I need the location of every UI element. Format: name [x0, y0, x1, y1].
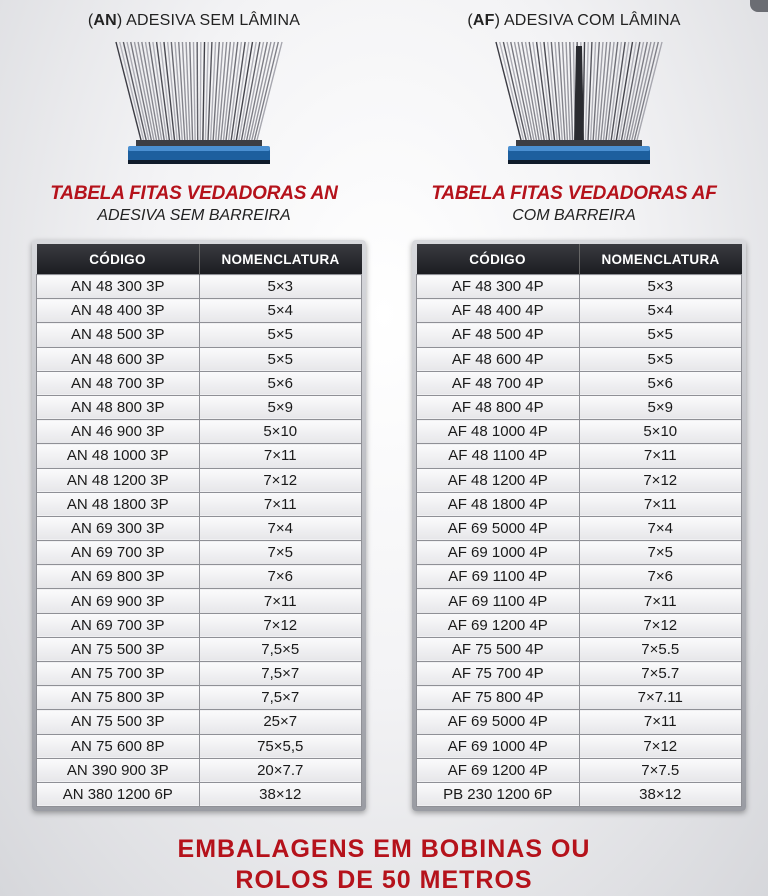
codigo-cell: AF 48 1000 4P: [417, 420, 580, 444]
table-row: [37, 782, 362, 806]
brush-without-blade-image: [114, 40, 284, 170]
table-row: [37, 589, 362, 613]
nomenclatura-cell: 5×10: [579, 420, 742, 444]
codigo-cell: AN 48 600 3P: [37, 347, 200, 371]
af-table: [412, 240, 746, 811]
codigo-cell: AN 48 1200 3P: [37, 468, 200, 492]
nomenclatura-cell: 5×6: [579, 371, 742, 395]
nomenclatura-cell: 7,5×7: [199, 686, 362, 710]
col-header-nomenclatura: NOMENCLATURA: [199, 244, 362, 275]
table-row: [37, 492, 362, 516]
nomenclatura-cell: 7×11: [199, 444, 362, 468]
nomenclatura-cell: 5×3: [579, 275, 742, 299]
table-row: [417, 565, 742, 589]
codigo-cell: AF 48 500 4P: [417, 323, 580, 347]
nomenclatura-cell: 5×5: [199, 323, 362, 347]
an-table-title: TABELA FITAS VEDADORAS AN: [50, 183, 338, 204]
nomenclatura-cell: 5×6: [199, 371, 362, 395]
an-table-subtitle: ADESIVA SEM BARREIRA: [97, 207, 291, 224]
nomenclatura-cell: 5×3: [199, 275, 362, 299]
col-header-codigo: CÓDIGO: [417, 244, 580, 275]
nomenclatura-cell: 7×5: [199, 541, 362, 565]
nomenclatura-cell: 7×11: [579, 444, 742, 468]
nomenclatura-cell: 5×10: [199, 420, 362, 444]
nomenclatura-cell: 7×4: [579, 516, 742, 540]
table-row: [417, 299, 742, 323]
table-row: [37, 468, 362, 492]
nomenclatura-cell: 7×12: [199, 613, 362, 637]
codigo-cell: AF 69 1200 4P: [417, 758, 580, 782]
nomenclatura-cell: 38×12: [579, 782, 742, 806]
codigo-cell: AN 48 500 3P: [37, 323, 200, 347]
table-row: [417, 395, 742, 419]
packaging-note-line2: ROLOS DE 50 METROS: [235, 866, 533, 894]
nomenclatura-cell: 7×12: [579, 468, 742, 492]
table-row: [37, 565, 362, 589]
an-product-code: AN: [93, 12, 117, 29]
codigo-cell: AF 48 600 4P: [417, 347, 580, 371]
nomenclatura-cell: 5×5: [199, 347, 362, 371]
table-row: [37, 395, 362, 419]
nomenclatura-cell: 5×9: [579, 395, 742, 419]
table-row: [37, 516, 362, 540]
nomenclatura-cell: 7×4: [199, 516, 362, 540]
codigo-cell: PB 230 1200 6P: [417, 782, 580, 806]
codigo-cell: AN 48 300 3P: [37, 275, 200, 299]
nomenclatura-cell: 5×5: [579, 347, 742, 371]
codigo-cell: AN 46 900 3P: [37, 420, 200, 444]
nomenclatura-cell: 7,5×5: [199, 637, 362, 661]
table-row: [417, 662, 742, 686]
nomenclatura-cell: 75×5,5: [199, 734, 362, 758]
af-table-subtitle: COM BARREIRA: [512, 207, 636, 224]
codigo-cell: AN 48 1800 3P: [37, 492, 200, 516]
nomenclatura-cell: 7×12: [579, 613, 742, 637]
table-row: [417, 758, 742, 782]
table-row: [417, 637, 742, 661]
col-header-codigo: CÓDIGO: [37, 244, 200, 275]
table-row: [37, 758, 362, 782]
table-row: [37, 299, 362, 323]
table-row: [417, 516, 742, 540]
codigo-cell: AF 75 800 4P: [417, 686, 580, 710]
table-row: [417, 420, 742, 444]
nomenclatura-cell: 7×11: [199, 589, 362, 613]
codigo-cell: AF 69 1000 4P: [417, 541, 580, 565]
an-product-name: ADESIVA SEM LÂMINA: [126, 12, 301, 29]
af-product-name: ADESIVA COM LÂMINA: [503, 12, 681, 29]
an-product-title: (AN) ADESIVA SEM LÂMINA: [87, 12, 301, 29]
table-row: [417, 323, 742, 347]
nomenclatura-cell: 7×11: [199, 492, 362, 516]
nomenclatura-cell: 20×7.7: [199, 758, 362, 782]
table-row: [37, 710, 362, 734]
table-row: [417, 371, 742, 395]
nomenclatura-cell: 7×7.5: [579, 758, 742, 782]
codigo-cell: AN 75 600 8P: [37, 734, 200, 758]
table-row: [37, 541, 362, 565]
table-row: [37, 347, 362, 371]
codigo-cell: AN 75 700 3P: [37, 662, 200, 686]
nomenclatura-cell: 7×11: [579, 492, 742, 516]
nomenclatura-cell: 25×7: [199, 710, 362, 734]
nomenclatura-cell: 5×4: [199, 299, 362, 323]
codigo-cell: AN 48 1000 3P: [37, 444, 200, 468]
nomenclatura-cell: 5×5: [579, 323, 742, 347]
codigo-cell: AN 48 700 3P: [37, 371, 200, 395]
nomenclatura-cell: 7×7.11: [579, 686, 742, 710]
codigo-cell: AF 48 300 4P: [417, 275, 580, 299]
nomenclatura-cell: 7×6: [579, 565, 742, 589]
nomenclatura-cell: 5×9: [199, 395, 362, 419]
nomenclatura-cell: 7,5×7: [199, 662, 362, 686]
codigo-cell: AF 75 500 4P: [417, 637, 580, 661]
nomenclatura-cell: 5×4: [579, 299, 742, 323]
table-row: [417, 468, 742, 492]
table-row: [417, 734, 742, 758]
table-row: [37, 275, 362, 299]
codigo-cell: AN 69 700 3P: [37, 541, 200, 565]
codigo-cell: AN 48 400 3P: [37, 299, 200, 323]
codigo-cell: AN 69 700 3P: [37, 613, 200, 637]
table-row: [37, 734, 362, 758]
nomenclatura-cell: 7×11: [579, 710, 742, 734]
table-row: [417, 275, 742, 299]
codigo-cell: AN 75 800 3P: [37, 686, 200, 710]
packaging-note-line1: EMBALAGENS EM BOBINAS OU: [177, 835, 591, 863]
codigo-cell: AF 69 1100 4P: [417, 565, 580, 589]
codigo-cell: AF 69 1000 4P: [417, 734, 580, 758]
codigo-cell: AF 48 800 4P: [417, 395, 580, 419]
codigo-cell: AN 69 900 3P: [37, 589, 200, 613]
table-row: [417, 686, 742, 710]
nomenclatura-cell: 7×6: [199, 565, 362, 589]
codigo-cell: AF 69 5000 4P: [417, 710, 580, 734]
codigo-cell: AF 48 1100 4P: [417, 444, 580, 468]
codigo-cell: AF 69 1200 4P: [417, 613, 580, 637]
codigo-cell: AN 69 800 3P: [37, 565, 200, 589]
codigo-cell: AF 75 700 4P: [417, 662, 580, 686]
table-row: [37, 613, 362, 637]
codigo-cell: AF 69 1100 4P: [417, 589, 580, 613]
table-row: [37, 371, 362, 395]
nomenclatura-cell: 7×12: [579, 734, 742, 758]
table-row: [417, 782, 742, 806]
codigo-cell: AN 48 800 3P: [37, 395, 200, 419]
table-row: [417, 541, 742, 565]
brush-with-blade-image: [494, 40, 664, 170]
codigo-cell: AN 75 500 3P: [37, 637, 200, 661]
nomenclatura-cell: 7×12: [199, 468, 362, 492]
codigo-cell: AN 69 300 3P: [37, 516, 200, 540]
nomenclatura-cell: 38×12: [199, 782, 362, 806]
table-row: [417, 444, 742, 468]
table-row: [37, 637, 362, 661]
table-row: [417, 710, 742, 734]
table-row: [37, 686, 362, 710]
af-table-title: TABELA FITAS VEDADORAS AF: [431, 183, 717, 204]
table-row: [37, 323, 362, 347]
codigo-cell: AN 390 900 3P: [37, 758, 200, 782]
codigo-cell: AN 380 1200 6P: [37, 782, 200, 806]
corner-tab: [750, 0, 768, 12]
codigo-cell: AN 75 500 3P: [37, 710, 200, 734]
an-table: [32, 240, 366, 811]
codigo-cell: AF 48 1800 4P: [417, 492, 580, 516]
af-product-code: AF: [472, 12, 495, 29]
codigo-cell: AF 48 400 4P: [417, 299, 580, 323]
table-row: [417, 613, 742, 637]
codigo-cell: AF 48 700 4P: [417, 371, 580, 395]
table-row: [417, 347, 742, 371]
table-row: [37, 444, 362, 468]
table-row: [37, 662, 362, 686]
table-row: [37, 420, 362, 444]
codigo-cell: AF 48 1200 4P: [417, 468, 580, 492]
col-header-nomenclatura: NOMENCLATURA: [579, 244, 742, 275]
codigo-cell: AF 69 5000 4P: [417, 516, 580, 540]
table-row: [417, 589, 742, 613]
nomenclatura-cell: 7×5.7: [579, 662, 742, 686]
packaging-note: [0, 834, 768, 896]
af-product-title: (AF) ADESIVA COM LÂMINA: [467, 12, 681, 29]
nomenclatura-cell: 7×5.5: [579, 637, 742, 661]
table-row: [417, 492, 742, 516]
nomenclatura-cell: 7×5: [579, 541, 742, 565]
nomenclatura-cell: 7×11: [579, 589, 742, 613]
